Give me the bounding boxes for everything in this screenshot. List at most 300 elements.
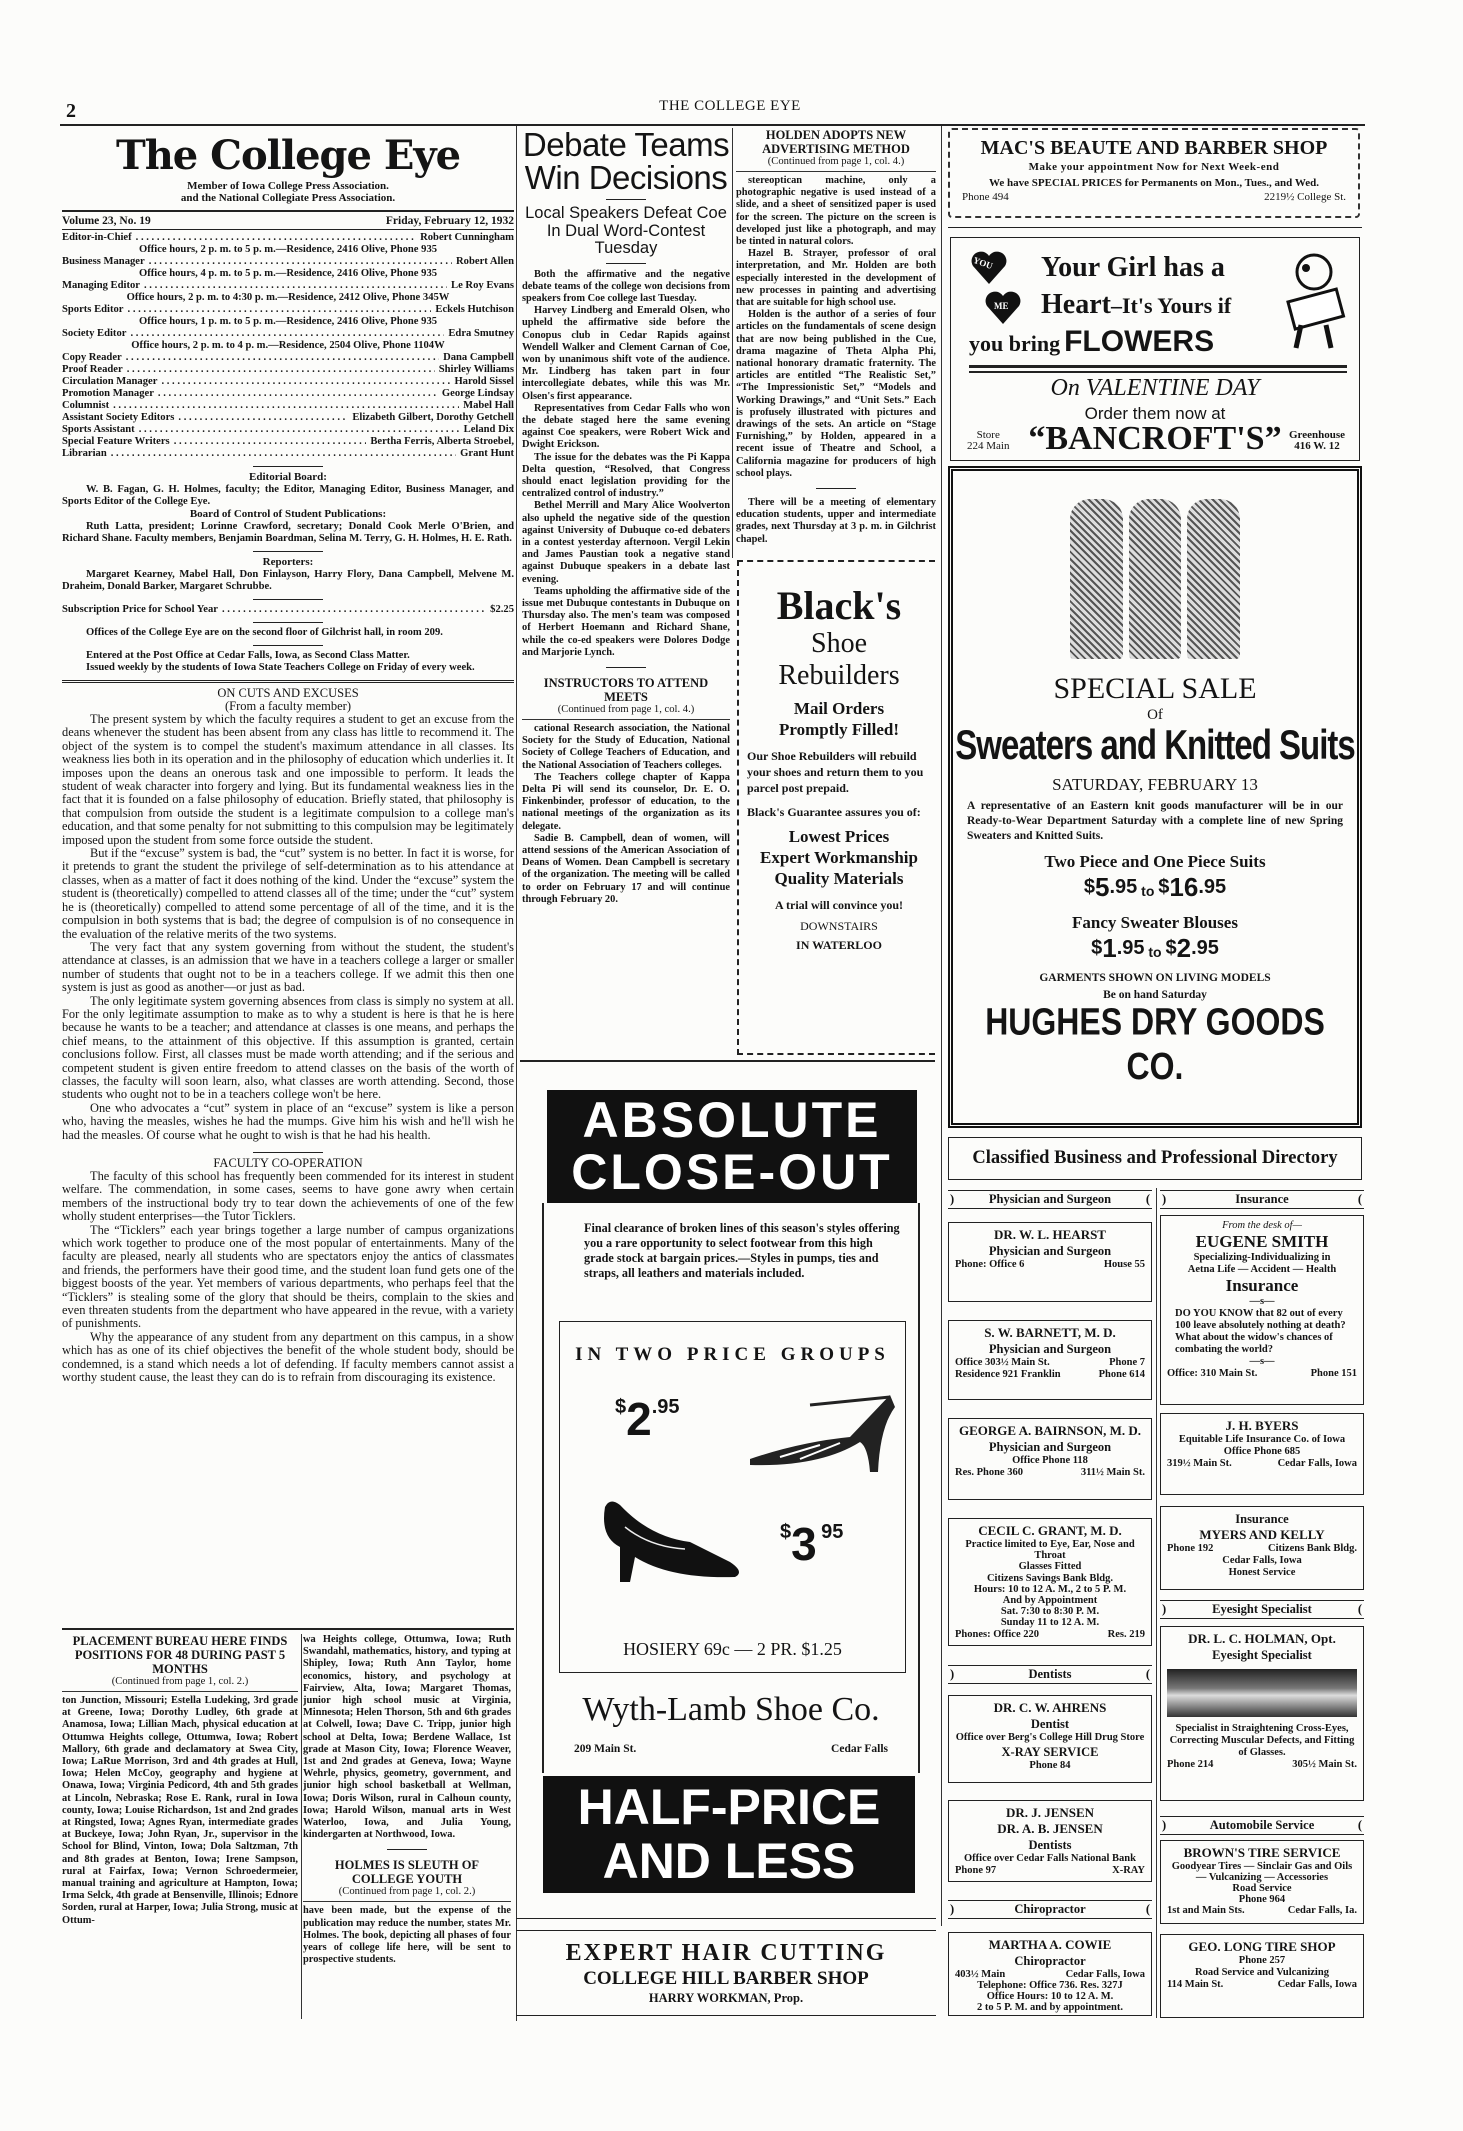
ad-line: Your Girl has a [1041, 252, 1225, 283]
address: 2219½ College St. [1264, 191, 1346, 203]
staff-row [62, 400, 514, 412]
card-text: Physician and Surgeon [988, 1244, 1112, 1258]
staff-name: Elizabeth Gilbert, Dorothy Getchell [352, 412, 514, 423]
staff-row [62, 424, 514, 436]
ad-word: you bring [969, 331, 1061, 356]
staff-name: Leland Dix [463, 424, 514, 435]
women-models-illustration [1070, 499, 1240, 659]
card-row [955, 1467, 1145, 1479]
card-text: Chiropractor [1014, 1954, 1086, 1968]
staff-name: Robert Cunningham [420, 232, 514, 243]
staff-name: Eckels Hutchison [435, 304, 514, 315]
card-row [1167, 1543, 1357, 1555]
continued-note: (Continued from page 1, col. 4.) [736, 156, 936, 172]
directory-card [948, 1695, 1152, 1783]
staff-role: Proof Reader [62, 364, 123, 375]
paragraph: Bethel Merrill and Mary Alice Woolverton also upheld the negative side of the question against University of Dubuque co-ed debaters in a contest yesterday afternoon. Vergil Lekin and James Paustian took a negative stand against Dubuque speakers in a debate last evening. [522, 500, 730, 585]
wyth-lamb-shoe-ad [542, 1203, 920, 1773]
paragraph: Hazel B. Strayer, professor of oral interpretation, and Mr. Holden are both especially interested in the development of new processes in painting and advertising that are suitable for high school use. [736, 248, 936, 309]
ad-headline: Sweaters and Knitted Suits [955, 721, 1355, 768]
subscription-label: Subscription Price for School Year [62, 604, 218, 615]
card-text: Phone: Office 6 [955, 1259, 1025, 1270]
card-text: DR. A. B. JENSEN [997, 1821, 1103, 1836]
directory-card [948, 1800, 1152, 1882]
card-text: X-RAY [1112, 1865, 1145, 1876]
card-text: Physician and Surgeon [988, 1440, 1112, 1454]
ad-line: Promptly Filled! [778, 720, 900, 739]
card-text: Cedar Falls, Ia. [1287, 1905, 1357, 1916]
staff-role: Society Editor [62, 328, 127, 339]
directory-card [1160, 1840, 1364, 1924]
card-text: Phone 97 [955, 1865, 997, 1876]
ad-text: Final clearance of broken lines of this season's styles offering you a rare opportunity to select footwear from this high grade stock at bargain prices.—Styles in pumps, ties and straps, all leathers and materials included. [584, 1221, 900, 1280]
greenhouse-address [1289, 430, 1345, 452]
card-text: Insurance [1225, 1276, 1299, 1295]
barber-shop-ad [516, 1930, 936, 2016]
ad-text: A representative of an Eastern knit goods manufacturer will be in our Ready-to-Wear Department Saturday with a complete line of new Spring Sweaters and Knitted Suits. [967, 800, 1343, 842]
card-text: Road Service [1232, 1883, 1292, 1894]
masthead-member: and the National Collegiate Press Association. [180, 192, 396, 204]
staff-name: Shirley Williams [438, 364, 514, 375]
banner-line: AND LESS [602, 1833, 856, 1889]
paragraph: stereoptican machine, only a photographic negative is used instead of a slide, and a sheet of sensitized paper is used for the screen. The picture on the screen is developed just like a photograph, and may be tinted in natural colors. [736, 175, 936, 248]
staff-role: Assistant Society Editors [62, 412, 175, 423]
banner-line: ABSOLUTE [582, 1092, 882, 1148]
card-text: Phone 214 [1167, 1759, 1214, 1770]
paragraph: Teams upholding the affirmative side of the issue met Dubuque contestants in Dubuque on Thursday also. The men's team was composed of Herbert Hoemann and Richard Shane, while the co-ed speakers were Dolores Dodge and Marjorie Lynch. [522, 585, 730, 658]
card-text: —s— [1249, 1356, 1275, 1367]
headline-line: Win Decisions [524, 159, 728, 196]
staff-role: Promotion Manager [62, 388, 154, 399]
section-eyesight: ) Eyesight Specialist ( [1160, 1600, 1364, 1619]
paragraph: The issue for the debates was the Pi Kappa Delta question, “Resolved, that Congress should enact legislation providing for the centralized control of industry.” [522, 451, 730, 500]
store-address [574, 1743, 888, 1755]
top-rule [60, 124, 1365, 126]
card-text: Specialist in Straightening Cross-Eyes, Correcting Muscular Defects, and Fitting of Glasses. [1169, 1723, 1355, 1758]
heart-label: YOU [971, 254, 995, 272]
headline: HOLMES IS SLEUTH OF COLLEGE YOUTH [334, 1858, 480, 1887]
card-text: Hours: 10 to 12 A. M., 2 to 5 P. M. [973, 1583, 1127, 1595]
staff-hours: Office hours, 2 p. m. to 4:30 p. m.—Residence, 2412 Olive, Phone 345W [126, 292, 450, 303]
ad-be-on-hand: Be on hand Saturday [1103, 989, 1207, 1001]
card-text: Cedar Falls, Iowa [1222, 1555, 1302, 1566]
staff-name: Bertha Ferris, Alberta Stroebel, [370, 436, 514, 447]
card-text: Telephone: Office 736. Res. 327J [977, 1980, 1123, 1991]
paragraph: The “Ticklers” each year brings together a large number of campus organizations which work together to produce one of the most popular of entertainments. Many of the faculty are pleased, nearly all students who are spectators enjoy the antics of classmates and friends, the performers have their good time, and the student loan fund gets one of the biggest boosts of the year. Yet members of various departments, who perhaps feel that the “Ticklers” is stealing some of the glory that should be theirs, complain to the skies and even threaten students from the department who have appeared in the revue, with a variety of punishments. [62, 1222, 514, 1331]
hughes-dry-goods-ad [948, 466, 1362, 1128]
card-text: Cedar Falls, Iowa [1065, 1969, 1145, 1980]
section-chiropractor: ) Chiropractor ( [948, 1900, 1152, 1919]
card-text: Phone 192 [1167, 1543, 1214, 1554]
volume-number: Volume 23, No. 19 [62, 215, 151, 227]
offices-note: Offices of the College Eye are on the second floor of Gilchrist hall, in room 209. [86, 627, 443, 638]
card-text: MARTHA A. COWIE [988, 1937, 1112, 1952]
card-row [1167, 1368, 1357, 1380]
macs-barber-ad [948, 128, 1360, 218]
directory-card [948, 1932, 1152, 2016]
ad-location: IN WATERLOO [796, 938, 882, 952]
staff-name: Dana Campbell [443, 352, 514, 363]
paragraph: The very fact that any system governing from without the student, the student's attendance at classes, is an admission that we have in a teachers college a larger or smaller number of students that ought not to be in a teachers college. If we admit this then one system is just as good as another—or just as bad. [62, 939, 514, 995]
strap-sandal-illustration [740, 1387, 900, 1477]
paragraph: But if the “excuse” system is bad, the “cut” system is no better. In fact it is worse, for it pretends to grant the student the privilege of self-determination as to his attendance at classes, when as a matter of fact it does nothing of the kind. Under the “excuse” system the student is (theoretically) compelled to attend classes all of the time; under the “cut” system he is (theoretically) compelled to attend some percentage of all of the time, and it is the compulsion in both systems that is bad; the degree of compulsion is of no consequence in the evaluation of the relative merits of the two systems. [62, 846, 514, 941]
card-text: Honest Service [1228, 1567, 1296, 1578]
card-text: Citizens Savings Bank Bldg. [986, 1572, 1114, 1584]
ad-date: SATURDAY, FEBRUARY 13 [1052, 775, 1258, 794]
staff-row [62, 388, 514, 400]
paragraph: Why the appearance of any student from any department on this campus, in a show which has as one of its chief objectives the benefit of the whole student body, should be condemned, is a stand which needs a lot of defending. If faculty members cannot assist a worthy student cause, the least they can do is to refrain from discouraging its existence. [62, 1329, 514, 1385]
masthead-title: The College Eye [115, 132, 461, 179]
staff-row [62, 256, 514, 268]
card-text: Equitable Life Insurance Co. of Iowa [1178, 1434, 1346, 1445]
column-divider [732, 128, 733, 558]
ad-word: FLOWERS [1064, 325, 1215, 358]
paragraph: One who advocates a “cut” system in place of an “excuse” system is like a person who, having the measles, wishes he had the mumps. Give him his wish and he'll wish he had the measles. Of course what he ought to wish is that he had his health. [62, 1100, 514, 1142]
card-text: Dentist [1030, 1717, 1070, 1731]
label: Greenhouse [1288, 429, 1345, 441]
card-row [1167, 1905, 1357, 1916]
ad-line: We have SPECIAL PRICES for Permanents on Mon., Tues., and Wed. [989, 177, 1319, 189]
staff-hours: Office hours, 2 p. m. to 4 p. m.—Residence, 2504 Olive, Phone 1104W [131, 340, 445, 351]
headline: HOLDEN ADOPTS NEW ADVERTISING METHOD [762, 128, 910, 156]
headline [522, 128, 730, 194]
card-text: Office 303½ Main St. [955, 1357, 1050, 1368]
paragraph: Representatives from Cedar Falls who won the debate staged here the same evening against Coe speakers, were Robert Wick and Dwight Erickson. [522, 402, 730, 451]
subscription-price: $2.25 [490, 604, 514, 615]
staff-hours: Office hours, 1 p. m. to 5 p. m.—Residence, 2416 Olive, Phone 935 [138, 316, 438, 327]
card-text: MYERS AND KELLY [1199, 1527, 1325, 1542]
board-of-control-text: Ruth Latta, president; Lorinne Crawford, secretary; Donald Cook Merle O'Brien, and Richard Shane. Faculty members, Benjamin Boardman, Selina M. Terry, G. H. Holmes, H. E. Rath. [62, 521, 514, 544]
paragraph: Harvey Lindberg and Emerald Olsen, who upheld the affirmative side before the Conopus club in Cedar Rapids against Wendell Walker and Clement Carnan of Coe, won by unanimous shift vote of the audience. Mr. Lindberg has taken part in four intercollegiate debates, while this was Mr. Olsen's first appearance. [522, 305, 730, 402]
card-text: J. H. BYERS [1225, 1418, 1299, 1433]
staff-hours: Office hours, 4 p. m. to 5 p. m.—Residence, 2416 Olive, Phone 935 [138, 268, 438, 279]
directory-card [948, 1418, 1152, 1500]
staff-role: Managing Editor [62, 280, 140, 291]
section-automobile: ) Automobile Service ( [1160, 1816, 1364, 1835]
ad-line: Make your appointment Now for Next Week-end [1028, 161, 1280, 173]
section-dentists: ) Dentists ( [948, 1665, 1152, 1684]
article-placement-bureau [62, 1634, 298, 2019]
blouses-price-range: $^{\$}1^{.95}$ to $^{\$}2^{.95}$ [1091, 933, 1219, 963]
article-text: wa Heights college, Ottumwa, Iowa; Ruth Swandahl, mathematics, history, and typing at Shipley, Iowa; Ruth Ann Taylor, home economics, history, and psychology at Fairview, Alta, Iowa; Margaret Thomas, junior high school music at Virginia, Minnesota; Helen Thorson, 5th and 6th grades at Colwell, Iowa; Dave C. Tripp, junior high school at Delta, Iowa; Berdene Wallace, 1st grade at Mason City, Iowa; Florence Weaver, 1st and 2nd grades at Geneva, Iowa; Wayne Wehrle, physics, geometry, government, and junior high school basketball at Wellman, Iowa; Doris Wilson, rural in Calhoun county, Iowa; Harold Wilson, manual arts in West Waterloo, Iowa, and Julia Young, kindergarten at Northwood, Iowa. [303, 1634, 511, 1841]
staff-name: Le Roy Evans [451, 280, 514, 291]
proprietor: HARRY WORKMAN, Prop. [648, 1991, 804, 2005]
half-price-banner [543, 1776, 915, 1893]
section-insurance: ) Insurance ( [1160, 1190, 1364, 1209]
card-text: Office: 310 Main St. [1167, 1368, 1258, 1379]
eyes-photo [1167, 1669, 1357, 1717]
card-text: DO YOU KNOW that 82 out of every 100 leave absolutely nothing at death? What about the widow's chances of combating the world? [1175, 1308, 1346, 1355]
card-text: Office over Cedar Falls National Bank [964, 1853, 1136, 1864]
directory-card [948, 1222, 1152, 1302]
staff-row [62, 328, 514, 340]
staff-name: Harold Sissel [454, 376, 514, 387]
price-group-2: $3 $^{95}$ [780, 1518, 844, 1570]
card-text: Residence 921 Franklin [955, 1369, 1061, 1380]
ad-line [969, 325, 1214, 359]
board-of-control-title: Board of Control of Student Publications: [189, 508, 387, 520]
ad-line [1041, 289, 1231, 321]
paragraph: Both the affirmative and the negative debate teams of the college won decisions from speakers from Coe college last Tuesday. [522, 268, 730, 304]
directory-card [1160, 1215, 1364, 1405]
staff-row [62, 364, 514, 376]
card-text: Phone 7 [1109, 1357, 1145, 1368]
card-text: DR. C. W. AHRENS [993, 1700, 1107, 1715]
paragraph: cational Research association, the National Society for the Study of Education, National Society of College Teachers of Education, and the National Association of Teachers colleges. [522, 723, 730, 771]
card-text: Res. Phone 360 [955, 1467, 1023, 1478]
card-text: Cedar Falls, Iowa [1277, 1458, 1357, 1469]
price-groups-box [559, 1321, 906, 1673]
ad-line: Order them now at [1084, 404, 1226, 423]
card-text: Phone 964 [1238, 1894, 1286, 1905]
ad-line: Rebuilders [778, 660, 900, 691]
card-text: Road Service and Vulcanizing [1195, 1967, 1329, 1978]
card-text: CECIL C. GRANT, M. D. [978, 1523, 1122, 1538]
editorial-body [62, 713, 514, 1142]
editorial-board-text: W. B. Fagan, G. H. Holmes, faculty; the Editor, Managing Editor, Business Manager, and Sports Editor of the College Eye. [62, 484, 514, 507]
article-placement-continued [303, 1634, 511, 2019]
issue-date: Friday, February 12, 1932 [385, 215, 514, 227]
reporters-text: Margaret Kearney, Mabel Hall, Don Finlayson, Harry Flory, Dana Campbell, Melvene M. Draheim, Donald Barker, Margaret Schrubbe. [62, 569, 514, 592]
staff-role: Editor-in-Chief [62, 232, 132, 243]
section-physician: ) Physician and Surgeon ( [948, 1190, 1152, 1209]
ad-body: Our Shoe Rebuilders will rebuild your shoes and return them to you parcel post prepaid. [747, 749, 924, 795]
price-dollars: 3 [791, 1518, 817, 1570]
shop-name: COLLEGE HILL BARBER SHOP [583, 1968, 869, 1989]
card-text: S. W. BARNETT, M. D. [984, 1325, 1116, 1340]
card-text: BROWN'S TIRE SERVICE [1183, 1845, 1341, 1860]
card-text: Phone 614 [1098, 1369, 1145, 1380]
card-text: EUGENE SMITH [1195, 1232, 1329, 1251]
staff-name: Robert Allen [456, 256, 514, 267]
staff-row [62, 232, 514, 244]
continued-note: (Continued from page 1, col. 4.) [522, 704, 730, 720]
ad-feature: Expert Workmanship [760, 848, 918, 867]
card-text: Aetna Life — Accident — Health [1187, 1264, 1337, 1275]
paragraph: The Teachers college chapter of Kappa Delta Pi will send its counselor, Dr. E. O. Finkenbinder, professor of education, to the national meetings of the organization as its delegate. [522, 771, 730, 832]
editorial-board-title: Editorial Board: [249, 471, 327, 483]
article-holden [736, 128, 936, 556]
blacks-shoe-ad [737, 560, 935, 1055]
directory-title: Classified Business and Professional Directory [948, 1137, 1362, 1180]
column-divider [516, 126, 517, 2021]
ad-guarantee: Black's Guarantee assures you of: [747, 805, 921, 819]
blouses-label: Fancy Sweater Blouses [1072, 913, 1238, 932]
card-row [1167, 1979, 1357, 1991]
banner-line: HALF-PRICE [577, 1779, 881, 1835]
bancroft-flowers-ad [950, 237, 1360, 461]
card-text: Phones: Office 220 [955, 1628, 1039, 1640]
directory-card [1160, 1506, 1364, 1590]
ad-of: Of [1147, 707, 1163, 723]
card-text: 403½ Main [955, 1969, 1006, 1980]
card-row [1167, 1458, 1357, 1470]
headline-line: Debate Teams [522, 128, 730, 163]
editorial-body [62, 1170, 514, 1385]
ad-name: MAC'S BEAUTE AND BARBER SHOP [980, 137, 1328, 159]
issued-note: Issued weekly by the students of Iowa State Teachers College on Friday of every week. [86, 662, 475, 673]
card-text: DR. L. C. HOLMAN, Opt. [1188, 1631, 1336, 1646]
staff-name: Edra Smutney [448, 328, 514, 339]
staff-role: Copy Reader [62, 352, 122, 363]
subheadline: Local Speakers Defeat Coe In Dual Word-Contest Tuesday [525, 204, 727, 257]
staff-role: Sports Assistant [62, 424, 135, 435]
article-body [522, 269, 730, 660]
running-head: THE COLLEGE EYE [659, 98, 801, 114]
card-text: 305½ Main St. [1292, 1759, 1357, 1770]
ad-occasion: On VALENTINE DAY [1050, 375, 1260, 401]
column-divider [941, 126, 942, 1926]
card-text: GEORGE A. BAIRNSON, M. D. [958, 1423, 1142, 1438]
boards [62, 471, 514, 674]
ad-special: SPECIAL SALE [1053, 672, 1257, 705]
article-body [736, 175, 936, 480]
staff-name: Grant Hunt [460, 448, 514, 459]
card-text: Eyesight Specialist [1212, 1648, 1312, 1662]
staff-row [62, 448, 514, 460]
paragraph: Holden is the author of a series of four articles on the fundamentals of scene design that are now being published in the Cue, drama magazine of Theta Alpha Phi, national honorary dramatic fraternity. The articles are entitled “The Realistic Set,” “The Impressionistic Set,” “Models and Working Drawings,” and “Unit Sets.” Each is profusely illustrated with pictures and drawings of the sets. An article on “Stage Furnishing,” by Holden, appeared in a recent issue of Theatre and School, a California magazine for producers of high school plays. [736, 309, 936, 479]
editorial-title: ON CUTS AND EXCUSES [217, 686, 359, 700]
ad-feature: Lowest Prices [788, 827, 890, 846]
address: 416 W. 12 [1294, 440, 1340, 452]
card-text: X-RAY SERVICE [1001, 1745, 1099, 1759]
page-number: 2 [66, 100, 76, 122]
card-text: 1st and Main Sts. [1167, 1905, 1245, 1916]
card-text: Sunday 11 to 12 A. M. [1000, 1617, 1100, 1629]
staff-row [62, 412, 514, 424]
card-row [1167, 1759, 1357, 1771]
article-text: ton Junction, Missouri; Estella Ludeking, 3rd grade at Greene, Iowa; Dorothy Ludley, 6th grade at Anamosa, Iowa; Lillian Mach, physical education at Ottumwa Heights college, Ottumwa, Iowa; Robert Mallory, 6th grade and declamatory at Swea City, Iowa; LaRue Morrison, 3rd and 4th grades at Hull, Iowa; Helen McCoy, geography and hygiene at Onawa, Iowa; Virginia Pedicord, 4th and 5th grades at Lincoln, Nebraska; Rose E. Rank, rural in Iowa county, Iowa; Louise Richardson, 1st and 2nd grades at Ringsted, Iowa; Agnes Ryan, intermediate grades at Buckeye, Iowa; John Ryan, Jr., supervisor in the School for Blind, Vinton, Iowa; Dola Saltzman, 7th and 8th grades at Benton, Iowa; Irene Sampson, rural at Fairfax, Iowa; Vernon Schroedermeier, manual training and agriculture at Hampton, Iowa; Irma Selck, 4th grade at Bensenville, Illinois; Ednore Sorden, rural at Harper, Iowa; Julia Strong, music at Ottum- [62, 1695, 298, 1926]
card-text: Office Phone 685 [1223, 1446, 1301, 1457]
card-row [955, 1629, 1145, 1640]
article-body [522, 723, 730, 906]
store-address [967, 430, 1009, 452]
card-text: Dentists [1028, 1838, 1072, 1852]
suits-price-range: $^{\$}5^{.95}$ to $^{\$}16^{.95}$ [1083, 872, 1227, 902]
subscription-line [62, 604, 514, 616]
directory-card [948, 1320, 1152, 1400]
hosiery-price: HOSIERY 69c — 2 PR. $1.25 [623, 1639, 842, 1659]
editorial-byline: (From a faculty member) [225, 699, 351, 713]
article-text: have been made, but the expense of the publication may reduce the number, states Mr. Holmes. The book, depicting all phases of four years of college life here, will be sent to prospective students. [303, 1905, 511, 1966]
card-text: GEO. LONG TIRE SHOP [1188, 1939, 1336, 1954]
staff-role: Business Manager [62, 256, 145, 267]
editorial-column [62, 132, 514, 1628]
price-cents: 95 [657, 1396, 680, 1418]
staff-row [62, 304, 514, 316]
label: Store [976, 429, 1000, 441]
address: 224 Main [967, 440, 1010, 452]
ad-trial: A trial will convince you! [775, 898, 903, 912]
continued-note: (Continued from page 1, col. 2.) [303, 1886, 511, 1902]
staff-hours: Office hours, 2 p. m. to 5 p. m.—Residence, 2416 Olive, Phone 935 [138, 244, 438, 255]
headline: INSTRUCTORS TO ATTEND MEETS [543, 676, 709, 704]
card-row [955, 1259, 1145, 1271]
staff-name: Mabel Hall [463, 400, 514, 411]
ad-name: Black's [776, 583, 902, 628]
closeout-banner [547, 1090, 917, 1203]
paragraph: The only legitimate system governing absences from class is simply no system at all. For the only legitimate assumption to make as to why a student is here is that he is here because he wants to be a teacher; and attendance at classes is one means, and perhaps the chief means, to the attainment of this objective. If this assumption is granted, certain conclusions follow. First, all classes must be made worth attending; and if the serious and competent student is given entire freedom to attend classes on the basis of the worth of classes, the faculty will soon learn, also, what classes are worth attending. Second, those students who ought not to be in a teachers college won't be here. [62, 993, 514, 1102]
staff-name: George Lindsay [441, 388, 514, 399]
address: 209 Main St. [574, 1743, 637, 1755]
store-name: HUGHES DRY GOODS CO. [985, 999, 1325, 1088]
heart-label: ME [994, 301, 1009, 311]
ad-word: –It's Yours if [1110, 293, 1232, 318]
staff-row [62, 376, 514, 388]
banner-line: CLOSE-OUT [571, 1144, 893, 1200]
card-text: DR. J. JENSEN [1005, 1805, 1095, 1820]
cartoon-man-with-gift-illustration [1276, 250, 1351, 350]
staff-role: Sports Editor [62, 304, 124, 315]
city: Cedar Falls [831, 1743, 888, 1755]
card-text: Phone 257 [1238, 1955, 1286, 1966]
phone: Phone 494 [962, 191, 1009, 203]
staff-role: Librarian [62, 448, 107, 459]
card-text: DR. W. L. HEARST [994, 1227, 1106, 1242]
card-row [955, 1369, 1145, 1381]
price-group-1: $^{\$}2^{.95}$ [615, 1393, 680, 1445]
ad-models: GARMENTS SHOWN ON LIVING MODELS [1039, 972, 1271, 984]
volume-line [62, 212, 514, 230]
store-name: “BANCROFT'S” [1028, 420, 1282, 457]
card-text: And by Appointment [1002, 1595, 1098, 1607]
reporters-title: Reporters: [262, 556, 314, 568]
card-text: 319½ Main St. [1167, 1458, 1232, 1469]
pump-shoe-illustration [590, 1497, 750, 1587]
card-text: Phone 84 [1029, 1760, 1071, 1771]
paragraph: Sadie B. Campbell, dean of women, will attend sessions of the American Association of Deans of Women. Dean Campbell is secretary of the organization. The meeting will be called to order on February 17 and will continue through February 20. [522, 832, 730, 905]
card-text: Glasses Fitted [1018, 1561, 1082, 1573]
staff-row [62, 352, 514, 364]
meeting-note: There will be a meeting of elementary education students, upper and intermediate grades, next Thursday at 3 p. m. in Gilchrist chapel. [736, 497, 936, 545]
card-text: From the desk of— [1222, 1220, 1302, 1231]
card-text: Res. 219 [1107, 1628, 1145, 1640]
paragraph: The present system by which the faculty requires a student to get an excuse from the deans whenever the student has been absent from any class has little to recommend it. The object of the system is to compel the student's maximum attendance in all classes. Its weakness lies both in its operation and in the philosophy of education which underlies it. It imposes upon the deans an onerous task and one impossible to perform. It leads the student of weak character into forgery and lying. But its fundamental weakness lies in the fact that it is founded on a false philosophy of education. Briefly stated, that philosophy is that compulsion from outside the student is a legitimate compulsion to a college man's education, and that some penalty for not submitting to this compulsion may be legitimately imposed upon the student from some force outside the student. [62, 712, 514, 847]
headline: PLACEMENT BUREAU HERE FINDS POSITIONS FOR 48 DURING PAST 5 MONTHS [72, 1634, 288, 1676]
editorial-title: FACULTY CO-OPERATION [213, 1156, 363, 1170]
card-text: Specializing-Individualizing in [1193, 1252, 1331, 1263]
staff-list [62, 232, 514, 460]
card-text: Citizens Bank Bldg. [1268, 1543, 1357, 1554]
directory-card [1160, 1413, 1364, 1495]
directory-card [948, 1518, 1152, 1646]
ad-line: Mail Orders [793, 699, 885, 718]
card-text: Physician and Surgeon [988, 1342, 1112, 1356]
ad-downstairs: DOWNSTAIRS [800, 919, 878, 933]
card-text: House 55 [1103, 1259, 1145, 1270]
suits-label: Two Piece and One Piece Suits [1044, 852, 1266, 871]
entered-note: Entered at the Post Office at Cedar Falls, Iowa, as Second Class Matter. [86, 650, 410, 661]
price-cents: 95 [821, 1521, 844, 1543]
staff-role: Columnist [62, 400, 110, 411]
price-groups-title: IN TWO PRICE GROUPS [575, 1344, 890, 1365]
card-text: 114 Main St. [1167, 1979, 1224, 1990]
card-row [955, 1865, 1145, 1877]
masthead-member: Member of Iowa College Press Association. [187, 180, 389, 192]
store-name: Wyth-Lamb Shoe Co. [582, 1691, 880, 1728]
directory-card [1160, 1934, 1364, 2018]
staff-role: Circulation Manager [62, 376, 158, 387]
paragraph: The faculty of this school has frequently been commended for its interest in student welfare. The commendation, in some cases, seems to have gone awry when certain members of the instructional body try to tear down the achievements of one of the few wholly student enterprises—the Tutor Ticklers. [62, 1169, 514, 1224]
card-text: 2 to 5 P. M. and by appointment. [976, 2002, 1124, 2013]
article-debate-teams [522, 128, 730, 1058]
staff-row [62, 280, 514, 292]
ad-headline: EXPERT HAIR CUTTING [565, 1940, 887, 1966]
card-text: —s— [1249, 1296, 1275, 1307]
card-text: Practice limited to Eye, Ear, Nose and Throat [965, 1539, 1135, 1562]
card-text: Phone 151 [1310, 1368, 1357, 1379]
card-text: Sat. 7:30 to 8:30 P. M. [1000, 1606, 1100, 1618]
